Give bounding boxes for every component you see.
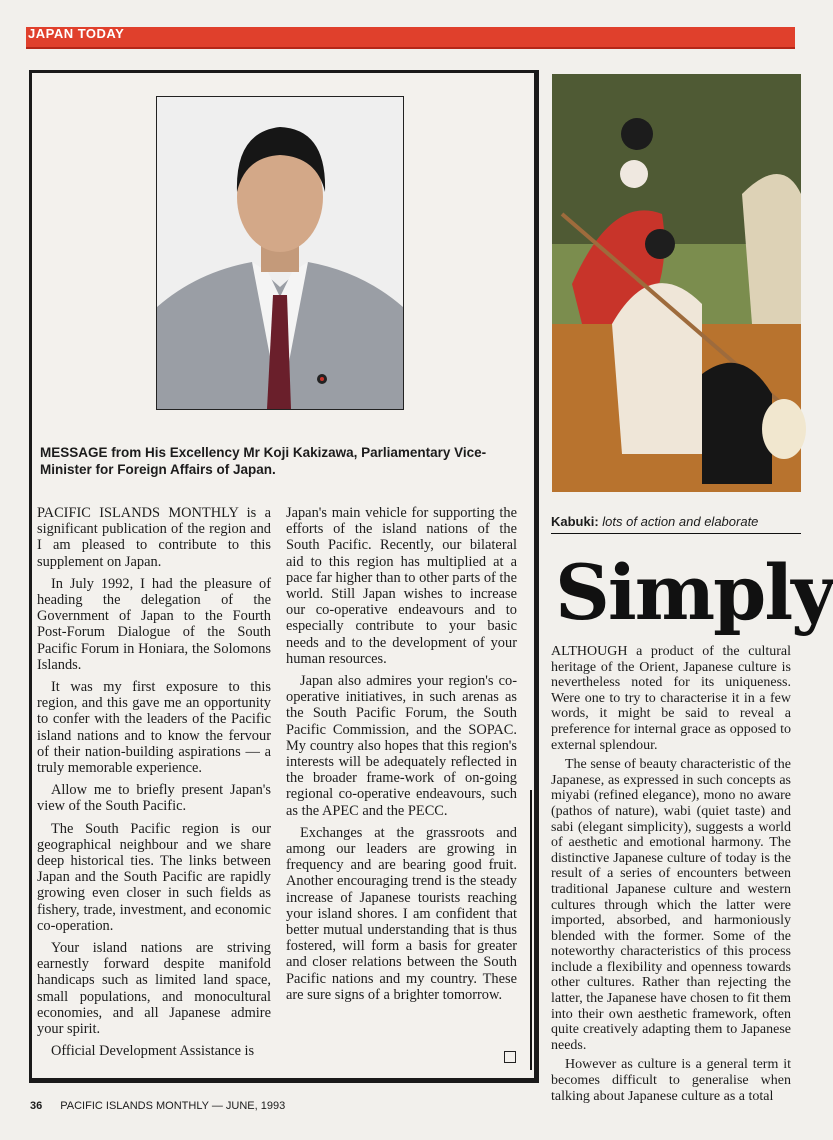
- end-mark-icon: [504, 1051, 516, 1063]
- portrait-photo: [156, 96, 404, 410]
- feature-paragraph: However as culture is a general term it becomes difficult to generalise when talking about Japanese culture as a total: [551, 1057, 791, 1104]
- article-paragraph: Japan also admires your region's co-operative initiatives, in such arenas as the South Pacific Forum, the South Pacific Commission, and the SOPAC. My country also hopes that this region's interests will be adequately reflected in the broader frame-work of on-going regional co-operative endeavours, such as the APEC and the PECC.: [286, 673, 517, 819]
- article-paragraph: The South Pacific region is our geographical neighbour and we share deep historical ties. The links between Japan and the South Pacific are rapidly growing even closer in such fields as fishery, trade, investment, and economic co-operation.: [37, 820, 271, 934]
- page-footer: [30, 1100, 285, 1112]
- article-paragraph: It was my first exposure to this region, and this gave me an opportunity to confer with the leaders of the Pacific island nations and to know the fervour of their nation-building aspirations — a truly memorable experience.: [37, 679, 271, 777]
- publication-line: PACIFIC ISLANDS MONTHLY — JUNE, 1993: [60, 1100, 286, 1112]
- column-rule: [530, 790, 532, 1070]
- kabuki-caption: [551, 514, 801, 529]
- feature-headline: Simply: [555, 548, 833, 637]
- article-paragraph: Allow me to briefly present Japan's view of the South Pacific.: [37, 782, 271, 815]
- feature-paragraph: ALTHOUGH a product of the cultural heritage of the Orient, Japanese culture is nevertheless noted for its uniqueness. Were one to try to characterise it in a few words, it might be said to reveal a preference for internal grace as opposed to external splendour.: [551, 644, 791, 753]
- article-paragraph: PACIFIC ISLANDS MONTHLY is a significant publication of the region and I am pleased to contribute to this supplement on Japan.: [37, 505, 271, 570]
- kabuki-caption-rule: [551, 533, 801, 534]
- kabuki-caption-text: lots of action and elaborate: [602, 514, 759, 529]
- page-number: 36: [30, 1100, 43, 1112]
- section-header-bar: [26, 27, 795, 49]
- article-paragraph: Your island nations are striving earnestly forward despite manifold handicaps such as limited land space, small populations, and monocultural economies, and all Japanese admire your spirit.: [37, 940, 271, 1038]
- message-caption: MESSAGE from His Excellency Mr Koji Kakizawa, Parliamentary Vice-Minister for Foreign Affairs of Japan.: [40, 445, 487, 477]
- article-paragraph: Official Development Assistance is: [51, 1043, 255, 1060]
- article-column-1: [37, 505, 271, 1066]
- feature-column: [551, 644, 791, 1108]
- kabuki-photo: [552, 74, 801, 492]
- section-title: JAPAN TODAY: [28, 26, 125, 41]
- feature-paragraph: The sense of beauty characteristic of the Japanese, as expressed in such concepts as miyabi (refined elegance), mono no aware (pathos of nature), wabi (quiet taste) and sabi (elegant simplicity), suggests a world of aesthetic and emotional harmony. The distinctive Japanese culture of today is the result of a series of encounters between traditional Japanese culture and western cultures through which the latter were imported, absorbed, and harmoniously blended with the former. Some of the noteworthy characteristics of this process include a flexibility and openness towards other cultures. Rather than rejecting the latter, the Japanese have chosen to fit them into their own aesthetic framework, often quite creatively adapting them to Japanese needs.: [551, 757, 791, 1053]
- article-paragraph: In July 1992, I had the pleasure of heading the delegation of the Government of Japan to the Fourth Post-Forum Dialogue of the South Pacific Forum in Honiara, the Solomons Islands.: [37, 575, 271, 673]
- article-column-2: [286, 505, 517, 1009]
- article-paragraph: Exchanges at the grassroots and among our leaders are growing in frequency and are bearing good fruit. Another encouraging trend is the steady increase of Japanese tourists reaching your island shores. I am confident that better mutual understanding that is thus fostered, will form a basis for greater and closer relations between the South Pacific nations and my country. These are sure signs of a brighter tomorrow.: [286, 824, 517, 1003]
- kabuki-caption-label: Kabuki:: [551, 514, 599, 529]
- article-paragraph: Japan's main vehicle for supporting the efforts of the island nations of the South Pacific. Recently, our bilateral aid to this region has multiplied at a pace far higher than to other parts of the world. Still Japan wishes to increase our co-operative endeavours and to especially contribute to your basic needs and to the development of your human resources.: [286, 505, 517, 667]
